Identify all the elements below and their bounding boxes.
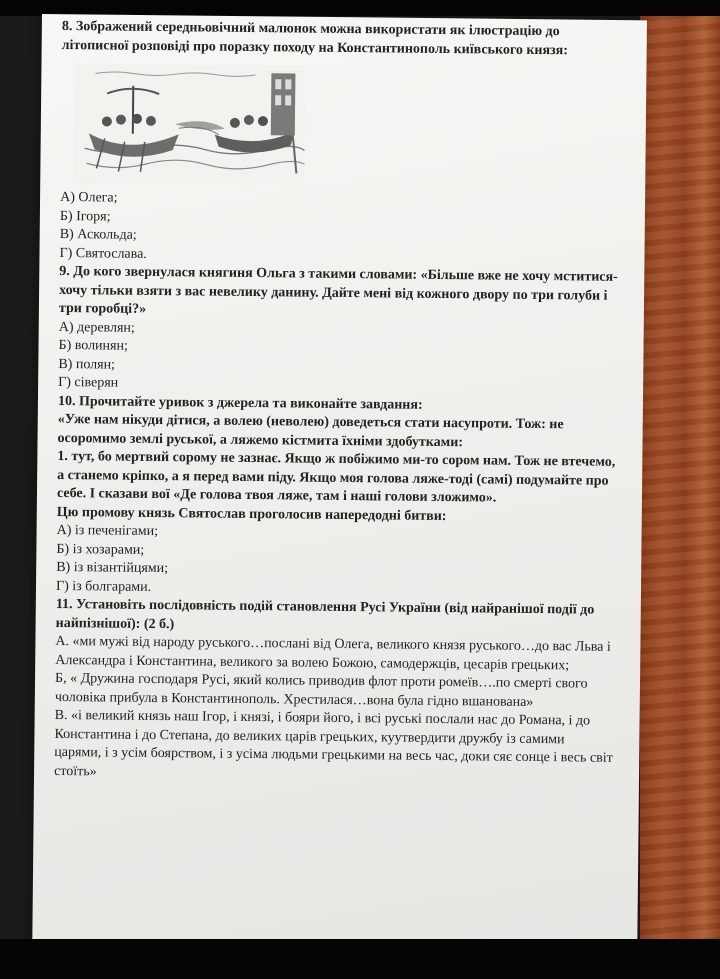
q11-item-b: Б, « Дружина господаря Русі, який колись приводив флот проти ромеїв….по смерті свого чоловіка прибула в Константинополь. Хрестилася…вона була гідно вшанована» — [54, 670, 588, 710]
worksheet-content — [54, 18, 622, 787]
question-10-text: 10. Прочитайте уривок з джерела та виконайте завдання: — [57, 393, 423, 413]
q10-option-a: А) із печенігами; — [56, 522, 159, 540]
q9-option-d: Г) сіверян — [58, 374, 119, 391]
q10-option-b: Б) із хозарами; — [56, 541, 145, 558]
q8-option-a: А) Олега; — [60, 189, 118, 206]
q10-option-d: Г) із болгарами. — [55, 578, 152, 595]
q11-item-c: В. «і великий князь наш Ігор, і князі, і бояри його, і всі руські послали нас до Романа, і до Константина і до Степана, до великих царів грецьких, куутвердити дружбу із самими царями, і з усім боярством, і з усіма людьми грецькими на весь час, доки сяє сонце і весь світ стоїть» — [54, 707, 613, 779]
question-9-text: 9. До кого звернулася княгиня Ольга з такими словами: «Більше вже не хочу мститися-хочу тільки взяти з вас невелику данину. Дайте мені від кожного двору по три голуби і три горобці?» — [58, 263, 618, 317]
question-10-prompt: Цю промову князь Святослав проголосив напередодні битви: — [56, 504, 447, 524]
top-black-bar — [0, 0, 720, 16]
q11-item-a: А. «ми мужі від народу руського…послані від Олега, великого князя руського…до вас Льва і Александра і Константина, великого за волею Божою, самодержців, цесарів грецьких; — [55, 633, 611, 673]
q8-option-b: Б) Ігоря; — [59, 208, 111, 225]
q10-option-c: В) із візантійцями; — [56, 559, 169, 577]
q8-option-d: Г) Святослава. — [59, 245, 147, 262]
medieval-illustration-greek-fire — [74, 63, 305, 185]
bottom-black-bar — [0, 939, 720, 979]
question-8-text: 8. Зображений середньовічний малюнок можна використати як ілюстрацію до літописної розповіді про поразку походу на Константинополь київського князя: — [61, 18, 569, 58]
q8-option-c: В) Аскольда; — [59, 226, 137, 243]
question-10-quote-2: 1. тут, бо мертвий сорому не зазнає. Якщо ж побіжимо ми-то сором нам. Тож не втечемо, а станемо кріпко, а я перед вами піду. Якщо моя голова ляже-тоді (самі) подумайте про себе. І сказави вої «Де голова твоя ляже, там і наші голови зложимо». — [56, 448, 616, 506]
q9-option-c: В) полян; — [58, 356, 116, 373]
q9-option-a: А) деревлян; — [58, 319, 135, 336]
wooden-surface-background — [640, 16, 720, 939]
question-11-text: 11. Установіть послідовність подій становлення Русі України (від найранішої події до найпізнішої): (2 б.) — [55, 596, 595, 632]
q9-option-b: Б) волинян; — [58, 337, 128, 354]
question-10-quote-1: «Уже нам нікуди дітися, а волею (неволею) доведеться стати насупроти. Тож: не осоромимо землі руської, а ляжемо кістмита їхніми здобутками: — [57, 411, 564, 450]
